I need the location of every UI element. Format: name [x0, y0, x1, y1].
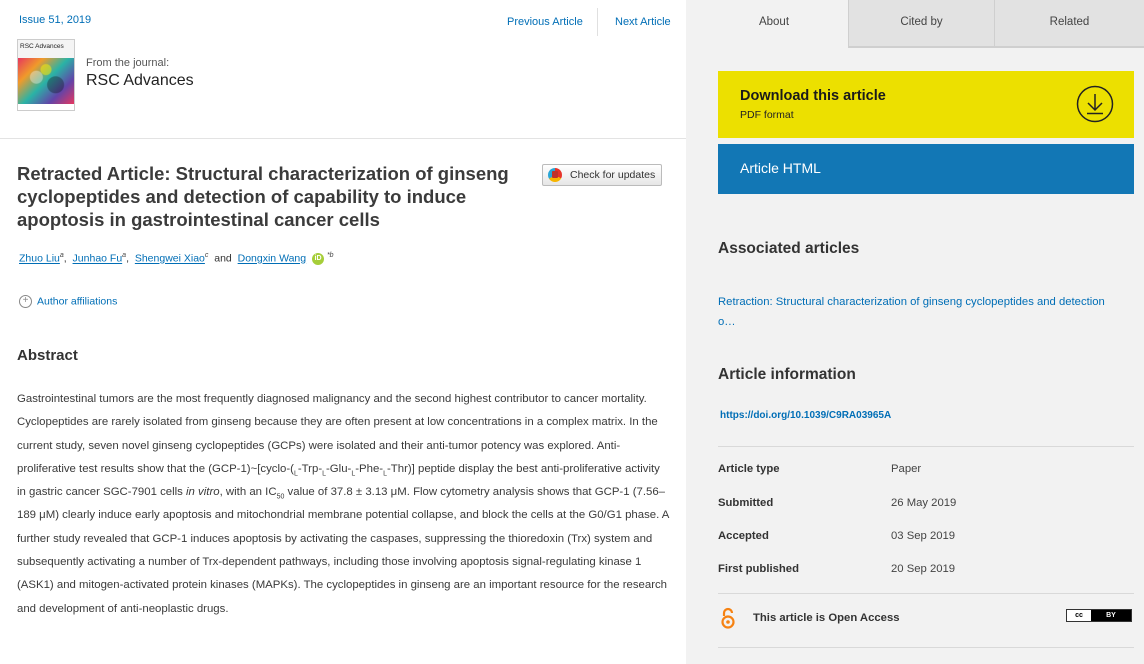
author-affiliation-mark: a	[59, 252, 64, 259]
author-link[interactable]: Zhuo Liu	[19, 252, 60, 265]
info-key: First published	[718, 563, 799, 575]
from-journal-label: From the journal:	[86, 57, 170, 69]
info-row-accepted	[718, 530, 1134, 548]
download-icon	[1076, 85, 1114, 123]
info-key: Article type	[718, 463, 780, 475]
article-information-heading: Article information	[718, 366, 856, 383]
tab-about[interactable]: About	[700, 0, 849, 48]
info-key: Accepted	[718, 530, 769, 542]
download-title: Download this article	[740, 88, 886, 104]
author-affiliation-mark: c	[204, 252, 209, 259]
download-format: PDF format	[740, 109, 794, 121]
tab-cited-by[interactable]: Cited by	[849, 0, 995, 48]
sidebar-tabs	[700, 0, 1144, 48]
abstract-text: Gastrointestinal tumors are the most frequently diagnosed malignancy and the second highest contributor to cancer mortality. Cyclopeptides are rarely isolated from ginseng because they are often present at low concentrations in a complex matrix. In the current study, seven novel ginseng cyclopeptides (GCPs) were isolated and their anti-tumor potency was explored. Anti-proliferative test results show that the $(GCP-1)\sim[cyclo-(_L-Trp-_L-Glu-_L-Phe-_L-Thr)]$ peptide display the best anti-proliferative activity in gastric cancer SGC-7901 cells in vitro, with an $IC_{50}$ value of 37.8 ± 3.13 μM. Flow cytometry analysis shows that GCP-1 (7.56–189 μM) clearly induce early apoptosis and mitochondrial membrane potential collapse, and block the cells at the G0/G1 phase. A further study revealed that GCP-1 induces apoptosis by activating the caspases, suppressing the thioredoxin (Trx) system and subsequently activating a number of Trx-dependent pathways, including those involving apoptosis signal-regulating kinase 1 (ASK1) and mitogen-activated protein kinases (MAPKs). The cyclopeptides in ginseng are an important resource for the research and development of anti-neoplastic drugs.	[17, 393, 669, 615]
article-html-label: Article HTML	[740, 160, 821, 176]
issue-link[interactable]: Issue 51, 2019	[19, 14, 92, 26]
info-row-first-published	[718, 563, 1134, 581]
open-access-label: This article is Open Access	[753, 612, 900, 624]
info-value: 26 May 2019	[891, 497, 957, 509]
author-link[interactable]: Dongxin Wang	[237, 252, 307, 265]
author-affiliation-mark: *b	[326, 252, 334, 259]
article-sidebar	[686, 0, 1144, 664]
open-access-row	[718, 606, 1134, 630]
author-list: Zhuo Liu$^a$, Junhao Fu$^a$, Shengwei Xiao$^c$ and Dongxin Wang iD $^{*b}$	[19, 252, 334, 265]
doi-link[interactable]: https://doi.org/10.1039/C9RA03965A	[720, 410, 892, 421]
cover-title: RSC Advances	[18, 40, 74, 58]
next-article-link[interactable]: Next Article	[615, 16, 671, 28]
divider	[718, 446, 1134, 447]
cc-icon: cc	[1067, 610, 1091, 621]
article-title: Retracted Article: Structural characterization of ginseng cyclopeptides and detection of capability to induce apoptosis in gastrointestinal cancer cells	[17, 163, 509, 230]
journal-name[interactable]: RSC Advances	[86, 72, 194, 89]
by-icon: BY	[1091, 610, 1131, 621]
cover-foot	[18, 104, 74, 110]
nav-divider	[597, 8, 598, 36]
info-value: Paper	[891, 463, 922, 475]
open-access-icon	[720, 607, 736, 629]
associated-article-link[interactable]: Retraction: Structural characterization of ginseng cyclopeptides and detection o…	[718, 296, 1105, 328]
crossmark-icon	[548, 168, 562, 182]
check-for-updates-label: Check for updates	[570, 169, 656, 181]
download-pdf-button[interactable]	[718, 71, 1134, 138]
divider	[718, 593, 1134, 594]
journal-cover[interactable]	[17, 39, 75, 111]
associated-articles-heading: Associated articles	[718, 240, 860, 257]
info-value: 03 Sep 2019	[891, 530, 956, 542]
article-header	[0, 0, 686, 139]
previous-article-link[interactable]: Previous Article	[507, 16, 583, 28]
and-word: and	[214, 252, 232, 265]
author-link[interactable]: Shengwei Xiao	[134, 252, 205, 265]
author-link[interactable]: Junhao Fu	[72, 252, 123, 265]
abstract-heading: Abstract	[17, 347, 78, 364]
plus-circle-icon: +	[19, 295, 32, 308]
article-html-button[interactable]	[718, 144, 1134, 194]
tab-related[interactable]: Related	[995, 0, 1144, 48]
check-for-updates-button[interactable]	[542, 164, 662, 186]
author-affiliations-label: Author affiliations	[37, 295, 118, 308]
info-value: 20 Sep 2019	[891, 563, 956, 575]
cc-by-license-badge[interactable]	[1066, 609, 1132, 622]
orcid-icon[interactable]: iD	[312, 253, 324, 265]
divider	[718, 647, 1134, 648]
author-affiliation-mark: a	[122, 252, 127, 259]
author-affiliations-toggle[interactable]	[19, 295, 117, 308]
info-key: Submitted	[718, 497, 774, 509]
info-row-submitted	[718, 497, 1134, 515]
info-row-article-type	[718, 463, 1134, 481]
cover-art	[18, 58, 74, 104]
